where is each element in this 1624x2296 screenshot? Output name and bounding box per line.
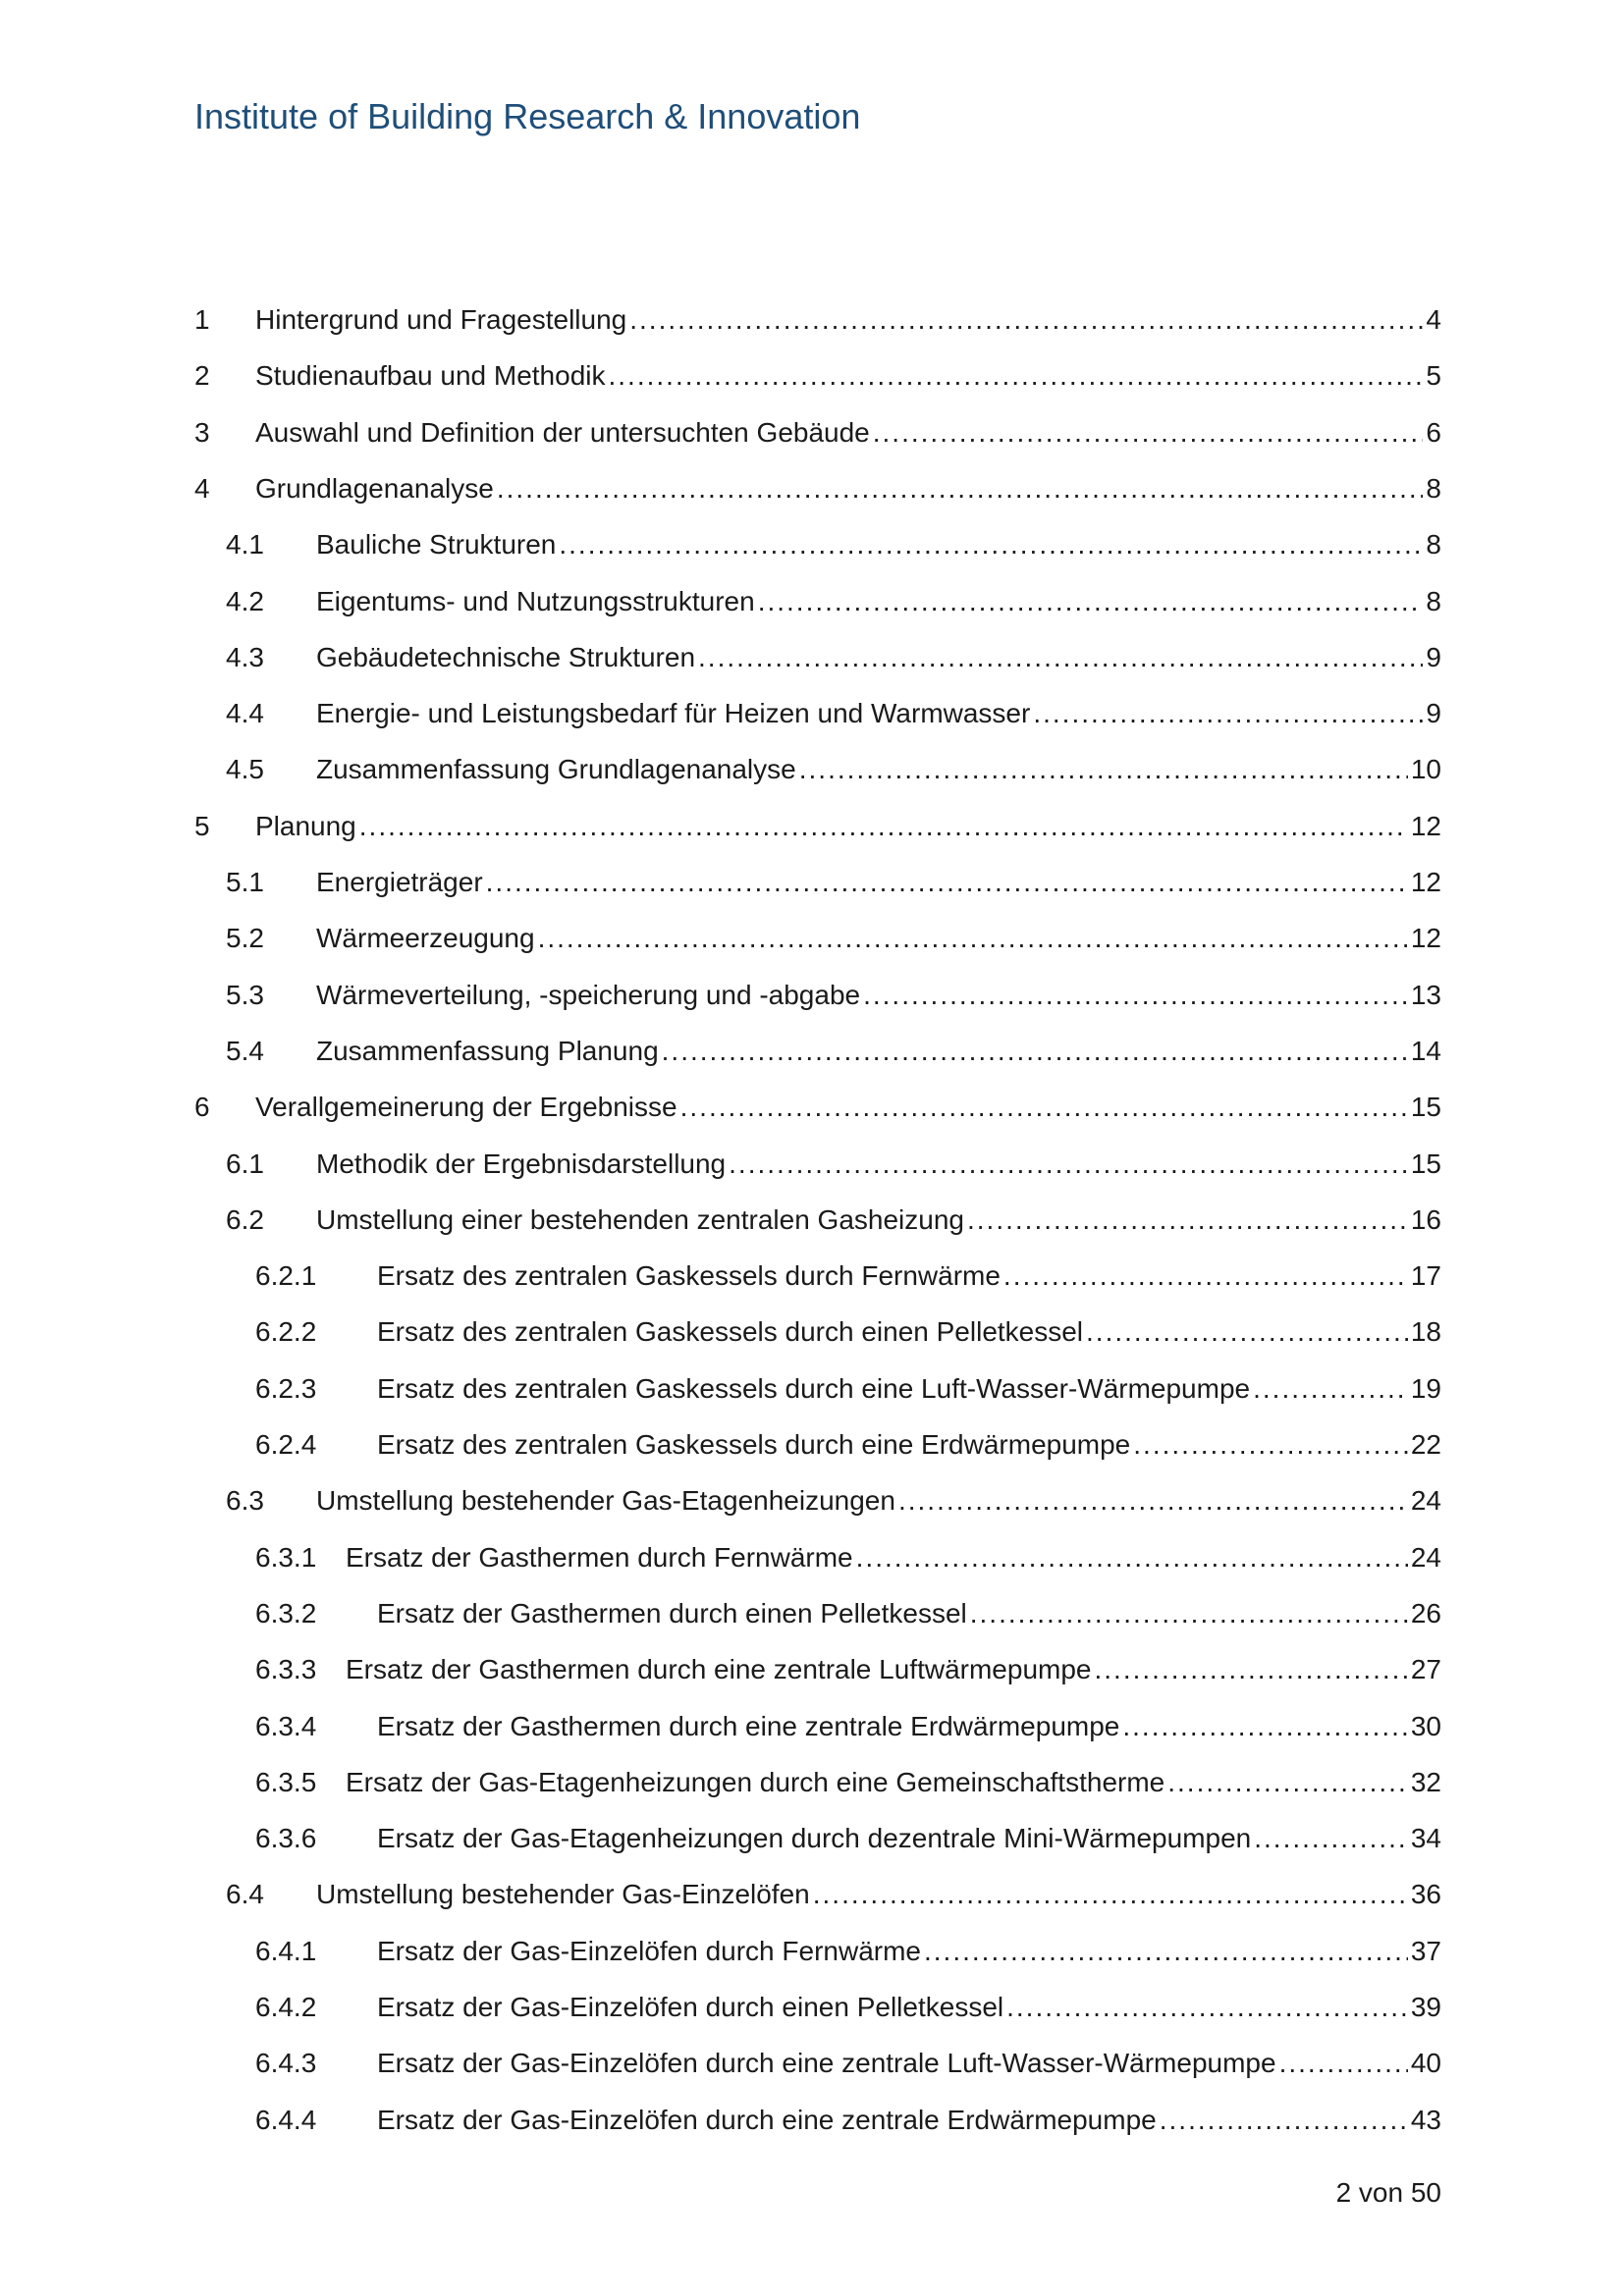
toc-entry-title[interactable]: Umstellung bestehender Gas-Etagenheizungen — [316, 1485, 895, 1516]
toc-entry-title[interactable]: Ersatz der Gas-Einzelöfen durch eine zentrale Erdwärmepumpe — [377, 2105, 1157, 2135]
toc-entry-number: 6.1 — [226, 1148, 264, 1179]
toc-entry-title[interactable]: Eigentums- und Nutzungsstrukturen — [316, 586, 755, 616]
toc-entry-page[interactable]: 6 — [1426, 417, 1441, 448]
toc-entry-title[interactable]: Ersatz der Gas-Einzelöfen durch Fernwärme — [377, 1936, 921, 1966]
toc-entry-page[interactable]: 19 — [1410, 1373, 1441, 1404]
toc-entry-line[interactable] — [377, 2101, 1441, 2140]
page-number: 2 von 50 — [1335, 2177, 1441, 2208]
toc-entry-line[interactable] — [346, 1763, 1441, 1802]
toc-dot-leader — [873, 413, 1424, 453]
toc-entry-page[interactable]: 15 — [1410, 1148, 1441, 1179]
toc-entry-line[interactable] — [255, 300, 1441, 340]
toc-entry-line[interactable] — [316, 1481, 1441, 1521]
toc-entry-line[interactable] — [346, 1538, 1441, 1577]
toc-dot-leader — [1160, 2101, 1408, 2140]
toc-entry-line[interactable] — [255, 356, 1441, 396]
toc-entry-number: 6.3.1 — [255, 1542, 317, 1573]
toc-entry-line[interactable] — [377, 1369, 1441, 1409]
toc-entry-number: 5 — [194, 811, 210, 841]
toc-entry-line[interactable] — [316, 1145, 1441, 1184]
toc-entry-title[interactable]: Ersatz der Gasthermen durch eine zentrale Luftwärmepumpe — [346, 1654, 1092, 1684]
toc-entry[interactable] — [0, 1819, 1624, 1858]
toc-entry-page[interactable]: 8 — [1426, 473, 1441, 504]
toc-entry[interactable] — [0, 1988, 1624, 2027]
toc-entry-line[interactable] — [316, 1032, 1441, 1071]
toc-entry-page[interactable]: 43 — [1410, 2105, 1441, 2135]
toc-entry-title[interactable]: Studienaufbau und Methodik — [255, 360, 606, 391]
toc-dot-leader — [729, 1145, 1408, 1184]
toc-entry[interactable] — [0, 1312, 1624, 1352]
toc-entry-page[interactable]: 30 — [1410, 1711, 1441, 1741]
toc-entry-title[interactable]: Planung — [255, 811, 356, 841]
toc-entry-page[interactable]: 9 — [1426, 698, 1441, 728]
toc-entry-page[interactable]: 16 — [1410, 1204, 1441, 1235]
toc-entry[interactable] — [0, 1032, 1624, 1071]
toc-dot-leader — [609, 356, 1424, 396]
toc-entry-title[interactable]: Wärmeerzeugung — [316, 923, 535, 953]
toc-entry-number: 6.4.1 — [255, 1936, 317, 1966]
toc-dot-leader — [967, 1201, 1408, 1240]
toc-entry-page[interactable]: 10 — [1410, 754, 1441, 784]
toc-entry-title[interactable]: Bauliche Strukturen — [316, 529, 557, 560]
toc-entry-page[interactable]: 15 — [1410, 1092, 1441, 1122]
toc-entry[interactable] — [0, 1650, 1624, 1689]
toc-dot-leader — [813, 1875, 1408, 1914]
toc-dot-leader — [538, 919, 1408, 958]
toc-entry-title[interactable]: Ersatz des zentralen Gaskessels durch einen Pelletkessel — [377, 1316, 1084, 1347]
toc-entry-number: 6.3.6 — [255, 1823, 317, 1853]
toc-entry-title[interactable]: Ersatz der Gas-Etagenheizungen durch dezentrale Mini-Wärmepumpen — [377, 1823, 1252, 1853]
toc-entry-number: 6.2.3 — [255, 1373, 317, 1404]
toc-entry[interactable] — [0, 919, 1624, 958]
toc-entry-page[interactable]: 36 — [1410, 1879, 1441, 1909]
toc-entry-page[interactable]: 39 — [1410, 1992, 1441, 2022]
toc-entry-number: 4.1 — [226, 529, 264, 560]
institute-header: Institute of Building Research & Innovation — [194, 96, 861, 136]
toc-entry-line[interactable] — [377, 1594, 1441, 1633]
toc-entry-number: 6.3.3 — [255, 1654, 317, 1684]
toc-dot-leader — [680, 1088, 1408, 1127]
toc-entry-number: 6.2.2 — [255, 1316, 317, 1347]
toc-entry-line[interactable] — [316, 1201, 1441, 1240]
toc-entry-page[interactable]: 9 — [1426, 642, 1441, 672]
toc-entry-number: 6.2.1 — [255, 1260, 317, 1291]
toc-entry-line[interactable] — [316, 976, 1441, 1015]
toc-entry-number: 6.2.4 — [255, 1429, 317, 1460]
toc-entry[interactable] — [0, 863, 1624, 902]
toc-entry-line[interactable] — [377, 1932, 1441, 1971]
toc-entry-line[interactable] — [316, 1875, 1441, 1914]
toc-entry-number: 6.4.3 — [255, 2048, 317, 2078]
toc-dot-leader — [1006, 1988, 1408, 2027]
toc-entry-title[interactable]: Hintergrund und Fragestellung — [255, 304, 627, 335]
toc-dot-leader — [1003, 1256, 1408, 1296]
toc-entry-number: 5.4 — [226, 1036, 264, 1066]
toc-dot-leader — [486, 863, 1408, 902]
toc-entry[interactable] — [0, 1594, 1624, 1633]
toc-entry-number: 6.4.4 — [255, 2105, 317, 2135]
toc-entry-page[interactable]: 5 — [1426, 360, 1441, 391]
toc-entry-line[interactable] — [316, 750, 1441, 789]
toc-entry-page[interactable]: 18 — [1410, 1316, 1441, 1347]
toc-entry-number: 5.1 — [226, 867, 264, 897]
toc-entry-page[interactable]: 4 — [1426, 304, 1441, 335]
toc-dot-leader — [970, 1594, 1408, 1633]
toc-entry-title[interactable]: Energie- und Leistungsbedarf für Heizen und Warmwasser — [316, 698, 1031, 728]
toc-entry-page[interactable]: 27 — [1410, 1654, 1441, 1684]
toc-entry-title[interactable]: Ersatz der Gasthermen durch Fernwärme — [346, 1542, 853, 1573]
toc-entry-line[interactable] — [255, 807, 1441, 846]
toc-dot-leader — [1133, 1425, 1408, 1465]
toc-entry-title[interactable]: Ersatz der Gasthermen durch eine zentrale Erdwärmepumpe — [377, 1711, 1120, 1741]
toc-entry-title[interactable]: Umstellung einer bestehenden zentralen Gasheizung — [316, 1204, 964, 1235]
toc-entry-line[interactable] — [316, 525, 1441, 564]
toc-dot-leader — [1167, 1763, 1408, 1802]
toc-entry-line[interactable] — [377, 1819, 1441, 1858]
toc-entry-number: 2 — [194, 360, 210, 391]
toc-entry[interactable] — [0, 582, 1624, 621]
toc-entry-title[interactable]: Wärmeverteilung, -speicherung und -abgabe — [316, 980, 861, 1010]
toc-entry-page[interactable]: 24 — [1410, 1542, 1441, 1573]
toc-dot-leader — [1086, 1312, 1408, 1352]
toc-entry-number: 4.3 — [226, 642, 264, 672]
toc-dot-leader — [559, 525, 1423, 564]
toc-entry-line[interactable] — [255, 413, 1441, 453]
toc-entry-number: 6.3.4 — [255, 1711, 317, 1741]
toc-entry[interactable] — [0, 1088, 1624, 1127]
toc-entry[interactable] — [0, 1875, 1624, 1914]
toc-entry-number: 6 — [194, 1092, 210, 1122]
toc-entry[interactable] — [0, 1369, 1624, 1409]
toc-entry-line[interactable] — [377, 1425, 1441, 1465]
toc-entry-page[interactable]: 24 — [1410, 1485, 1441, 1516]
toc-entry-number: 6.3.5 — [255, 1767, 317, 1797]
toc-entry[interactable] — [0, 976, 1624, 1015]
toc-dot-leader — [799, 750, 1408, 789]
toc-entry-page[interactable]: 26 — [1410, 1598, 1441, 1629]
toc-entry-title[interactable]: Verallgemeinerung der Ergebnisse — [255, 1092, 677, 1122]
toc-entry-page[interactable]: 37 — [1410, 1936, 1441, 1966]
toc-entry-line[interactable] — [255, 1088, 1441, 1127]
toc-entry-title[interactable]: Gebäudetechnische Strukturen — [316, 642, 696, 672]
toc-dot-leader — [698, 638, 1423, 677]
toc-entry-number: 1 — [194, 304, 210, 335]
toc-entry-page[interactable]: 12 — [1410, 811, 1441, 841]
toc-entry-number: 4 — [194, 473, 210, 504]
toc-entry[interactable] — [0, 807, 1624, 846]
toc-entry-page[interactable]: 34 — [1410, 1823, 1441, 1853]
toc-entry-line[interactable] — [346, 1650, 1441, 1689]
toc-entry-title[interactable]: Ersatz der Gasthermen durch einen Pelletkessel — [377, 1598, 967, 1629]
toc-entry-line[interactable] — [377, 2044, 1441, 2083]
toc-dot-leader — [1253, 1369, 1408, 1409]
toc-entry-page[interactable]: 12 — [1410, 923, 1441, 953]
toc-dot-leader — [1122, 1707, 1407, 1746]
toc-dot-leader — [898, 1481, 1408, 1521]
toc-entry[interactable] — [0, 300, 1624, 340]
toc-entry-title[interactable]: Zusammenfassung Grundlagenanalyse — [316, 754, 796, 784]
toc-entry-page[interactable]: 13 — [1410, 980, 1441, 1010]
toc-dot-leader — [359, 807, 1408, 846]
toc-dot-leader — [856, 1538, 1408, 1577]
toc-dot-leader — [1279, 2044, 1408, 2083]
toc-dot-leader — [1095, 1650, 1408, 1689]
toc-entry-title[interactable]: Auswahl und Definition der untersuchten Gebäude — [255, 417, 870, 448]
toc-dot-leader — [497, 469, 1424, 508]
toc-entry-line[interactable] — [316, 919, 1441, 958]
toc-entry-page[interactable]: 8 — [1426, 586, 1441, 616]
toc-entry-page[interactable]: 32 — [1410, 1767, 1441, 1797]
toc-entry-number: 4.4 — [226, 698, 264, 728]
toc-entry[interactable] — [0, 1538, 1624, 1577]
toc-entry-page[interactable]: 40 — [1410, 2048, 1441, 2078]
toc-entry[interactable] — [0, 750, 1624, 789]
toc-entry-line[interactable] — [316, 694, 1441, 733]
toc-entry-page[interactable]: 22 — [1410, 1429, 1441, 1460]
toc-entry[interactable] — [0, 1707, 1624, 1746]
toc-entry-line[interactable] — [377, 1256, 1441, 1296]
toc-entry-title[interactable]: Ersatz des zentralen Gaskessels durch eine Erdwärmepumpe — [377, 1429, 1131, 1460]
toc-dot-leader — [758, 582, 1424, 621]
toc-entry-line[interactable] — [377, 1988, 1441, 2027]
toc-entry-title[interactable]: Umstellung bestehender Gas-Einzelöfen — [316, 1879, 810, 1909]
toc-entry[interactable] — [0, 413, 1624, 453]
toc-entry-number: 6.2 — [226, 1204, 264, 1235]
toc-entry-title[interactable]: Ersatz der Gas-Einzelöfen durch einen Pelletkessel — [377, 1992, 1004, 2022]
toc-entry[interactable] — [0, 1481, 1624, 1521]
toc-entry[interactable] — [0, 1201, 1624, 1240]
toc-entry-title[interactable]: Grundlagenanalyse — [255, 473, 494, 504]
toc-entry-page[interactable]: 12 — [1410, 867, 1441, 897]
toc-entry[interactable] — [0, 1425, 1624, 1465]
toc-entry-title[interactable]: Methodik der Ergebnisdarstellung — [316, 1148, 727, 1179]
toc-dot-leader — [1254, 1819, 1408, 1858]
toc-entry-line[interactable] — [377, 1707, 1441, 1746]
toc-entry[interactable] — [0, 694, 1624, 733]
toc-entry[interactable] — [0, 1145, 1624, 1184]
toc-entry-number: 6.3.2 — [255, 1598, 317, 1629]
toc-entry-number: 6.4 — [226, 1879, 264, 1909]
toc-entry-page[interactable]: 14 — [1410, 1036, 1441, 1066]
toc-entry-number: 5.2 — [226, 923, 264, 953]
toc-entry-title[interactable]: Ersatz des zentralen Gaskessels durch Fernwärme — [377, 1260, 1001, 1291]
toc-entry-number: 4.5 — [226, 754, 264, 784]
toc-entry-line[interactable] — [316, 582, 1441, 621]
toc-entry-number: 5.3 — [226, 980, 264, 1010]
toc-entry[interactable] — [0, 2044, 1624, 2083]
toc-entry-title[interactable]: Ersatz des zentralen Gaskessels durch eine Luft-Wasser-Wärmepumpe — [377, 1373, 1251, 1404]
toc-dot-leader — [863, 976, 1408, 1015]
toc-entry[interactable] — [0, 1932, 1624, 1971]
toc-entry-line[interactable] — [316, 863, 1441, 902]
toc-entry[interactable] — [0, 525, 1624, 564]
toc-entry-number: 6.3 — [226, 1485, 264, 1516]
toc-entry-title[interactable]: Zusammenfassung Planung — [316, 1036, 659, 1066]
toc-entry-number: 3 — [194, 417, 210, 448]
toc-entry-title[interactable]: Ersatz der Gas-Einzelöfen durch eine zentrale Luft-Wasser-Wärmepumpe — [377, 2048, 1276, 2078]
toc-entry[interactable] — [0, 1763, 1624, 1802]
toc-entry-page[interactable]: 8 — [1426, 529, 1441, 560]
toc-entry-line[interactable] — [255, 469, 1441, 508]
toc-entry[interactable] — [0, 638, 1624, 677]
toc-entry-page[interactable]: 17 — [1410, 1260, 1441, 1291]
toc-dot-leader — [924, 1932, 1408, 1971]
toc-entry[interactable] — [0, 2101, 1624, 2140]
toc-entry-line[interactable] — [377, 1312, 1441, 1352]
toc-entry[interactable] — [0, 356, 1624, 396]
toc-dot-leader — [1033, 694, 1423, 733]
toc-entry-line[interactable] — [316, 638, 1441, 677]
toc-dot-leader — [662, 1032, 1408, 1071]
toc-entry-number: 4.2 — [226, 586, 264, 616]
toc-entry-title[interactable]: Energieträger — [316, 867, 483, 897]
toc-entry-title[interactable]: Ersatz der Gas-Etagenheizungen durch eine Gemeinschaftstherme — [346, 1767, 1165, 1797]
toc-entry-number: 6.4.2 — [255, 1992, 317, 2022]
toc-entry[interactable] — [0, 469, 1624, 508]
toc-entry[interactable] — [0, 1256, 1624, 1296]
toc-dot-leader — [629, 300, 1423, 340]
